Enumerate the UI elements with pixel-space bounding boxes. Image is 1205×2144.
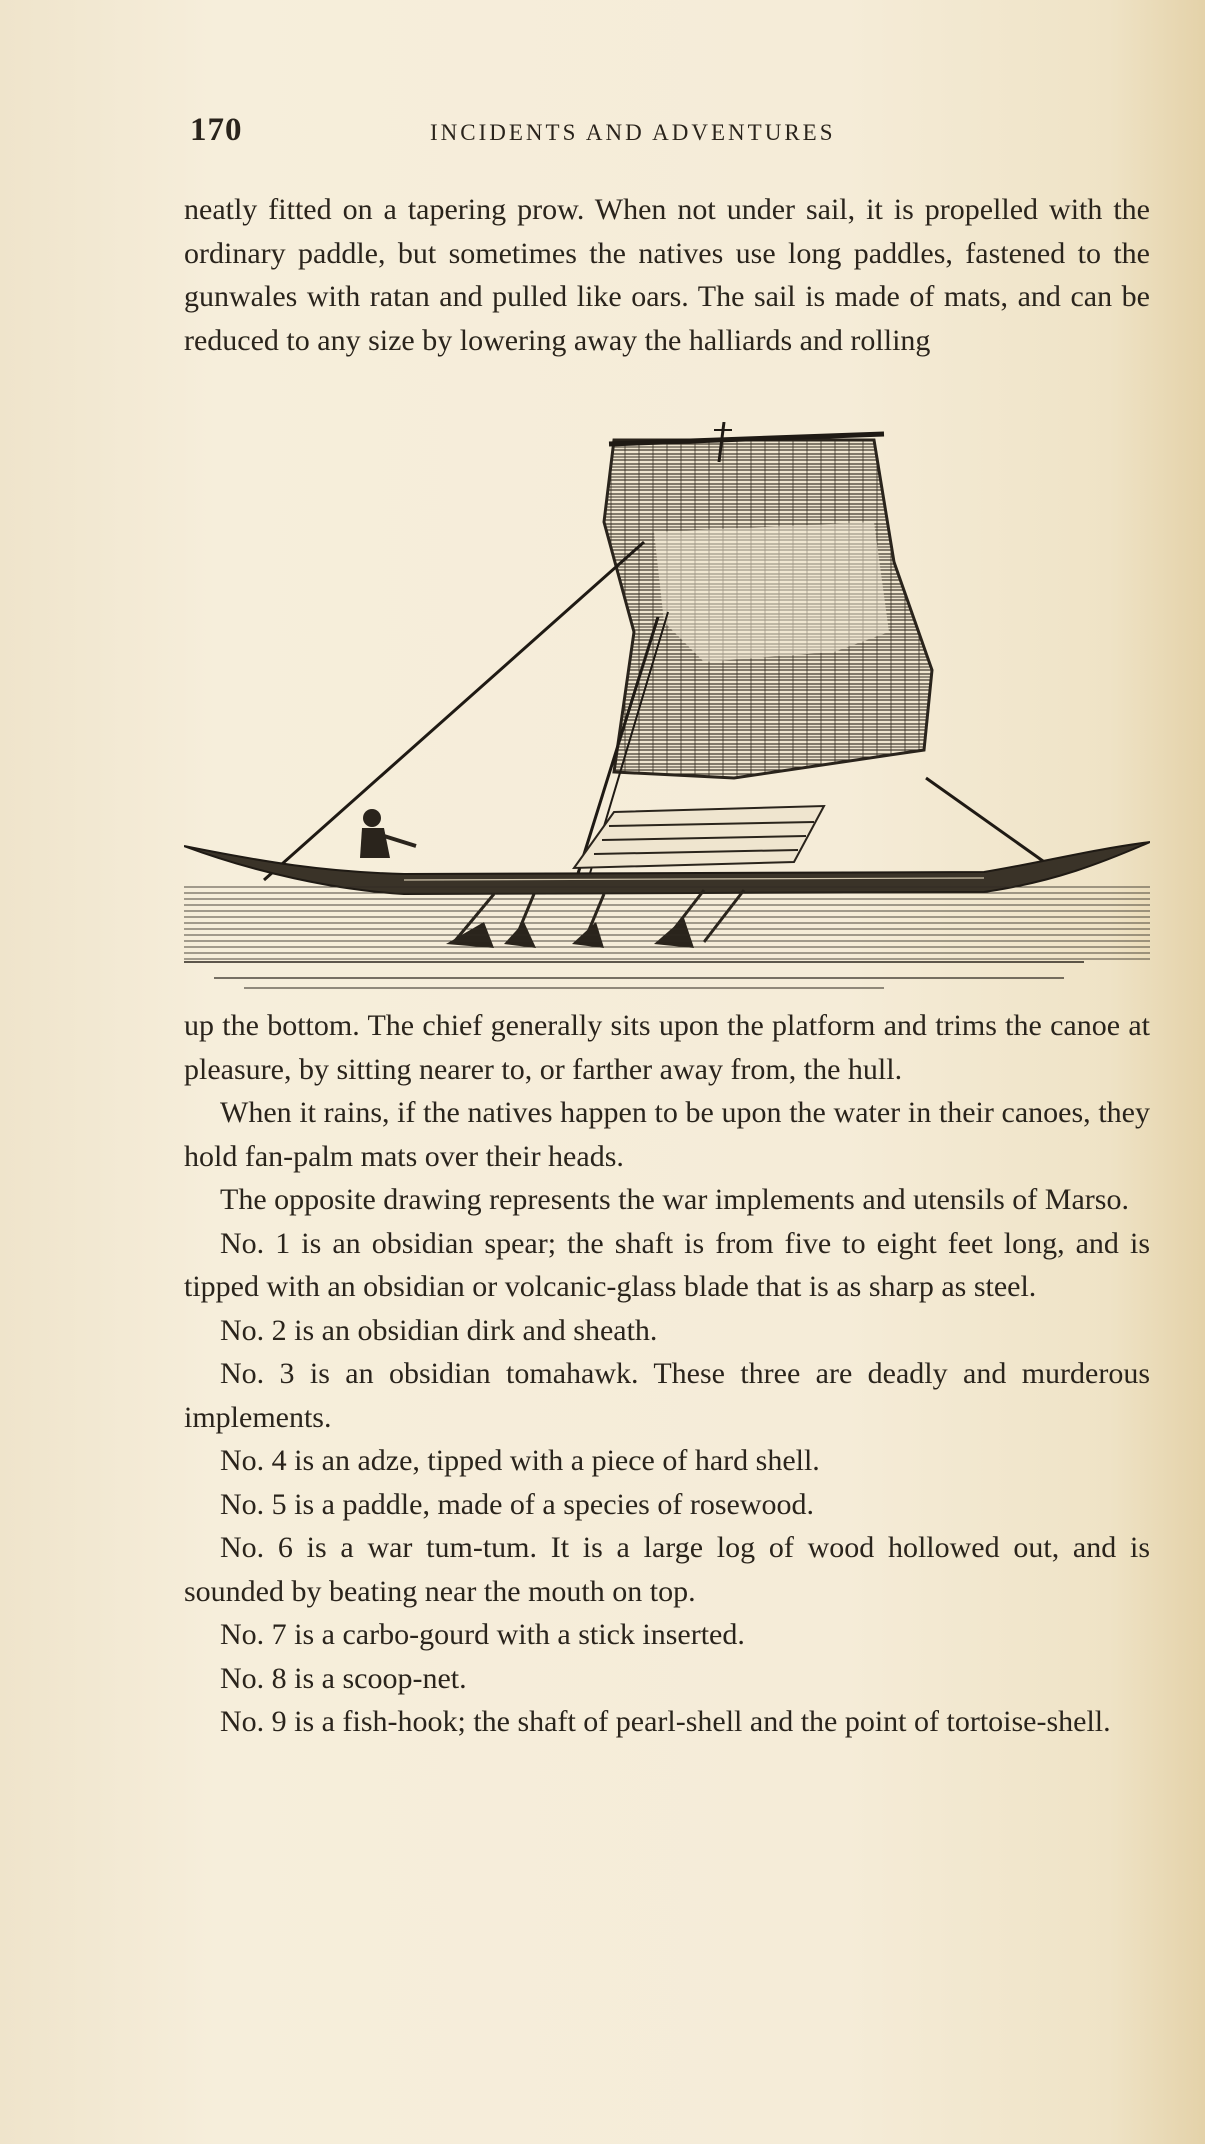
paragraph: No. 6 is a war tum-tum. It is a large log of wood hollowed out, and is sounded by beating near the mouth on top.	[184, 1531, 1150, 1608]
page-header	[190, 112, 1175, 156]
page-number: 170	[190, 112, 243, 148]
canoe-illustration	[184, 422, 1150, 992]
paragraph-continued: neatly fitted on a tapering prow. When not under sail, it is propelled with the ordinary paddle, but sometimes the natives use long paddles, fastened to the gunwales with ratan and pulled like oars. The sail is made of mats, and can be reduced to any size by lowering away the halliards and rolling	[184, 193, 1150, 357]
running-title: INCIDENTS AND ADVENTURES	[430, 120, 836, 145]
body-text	[184, 1004, 1150, 1744]
paragraph: No. 2 is an obsidian dirk and sheath.	[220, 1313, 658, 1347]
paragraph: No. 9 is a fish-hook; the shaft of pearl-shell and the point of tortoise-shell.	[220, 1705, 1111, 1738]
sailing-canoe-icon	[184, 422, 1150, 992]
paragraph: No. 4 is an adze, tipped with a piece of hard shell.	[220, 1444, 820, 1477]
paragraph: No. 7 is a carbo-gourd with a stick inserted.	[220, 1618, 745, 1651]
top-text-block	[184, 188, 1150, 362]
paragraph: up the bottom. The chief generally sits upon the platform and trims the canoe at pleasure, by sitting nearer to, or farther away from, the hull.	[184, 1009, 1150, 1086]
paragraph: No. 5 is a paddle, made of a species of rosewood.	[220, 1487, 814, 1521]
paragraph: No. 3 is an obsidian tomahawk. These three are deadly and murderous implements.	[184, 1357, 1150, 1434]
paragraph: No. 1 is an obsidian spear; the shaft is from five to eight feet long, and is tipped with an obsidian or volcanic-glass blade that is as sharp as steel.	[184, 1226, 1150, 1303]
paragraph: The opposite drawing represents the war implements and utensils of Marso.	[220, 1183, 1129, 1216]
paragraph: No. 8 is a scoop-net.	[220, 1661, 467, 1695]
paragraph: When it rains, if the natives happen to be upon the water in their canoes, they hold fan-palm mats over their heads.	[184, 1096, 1150, 1173]
